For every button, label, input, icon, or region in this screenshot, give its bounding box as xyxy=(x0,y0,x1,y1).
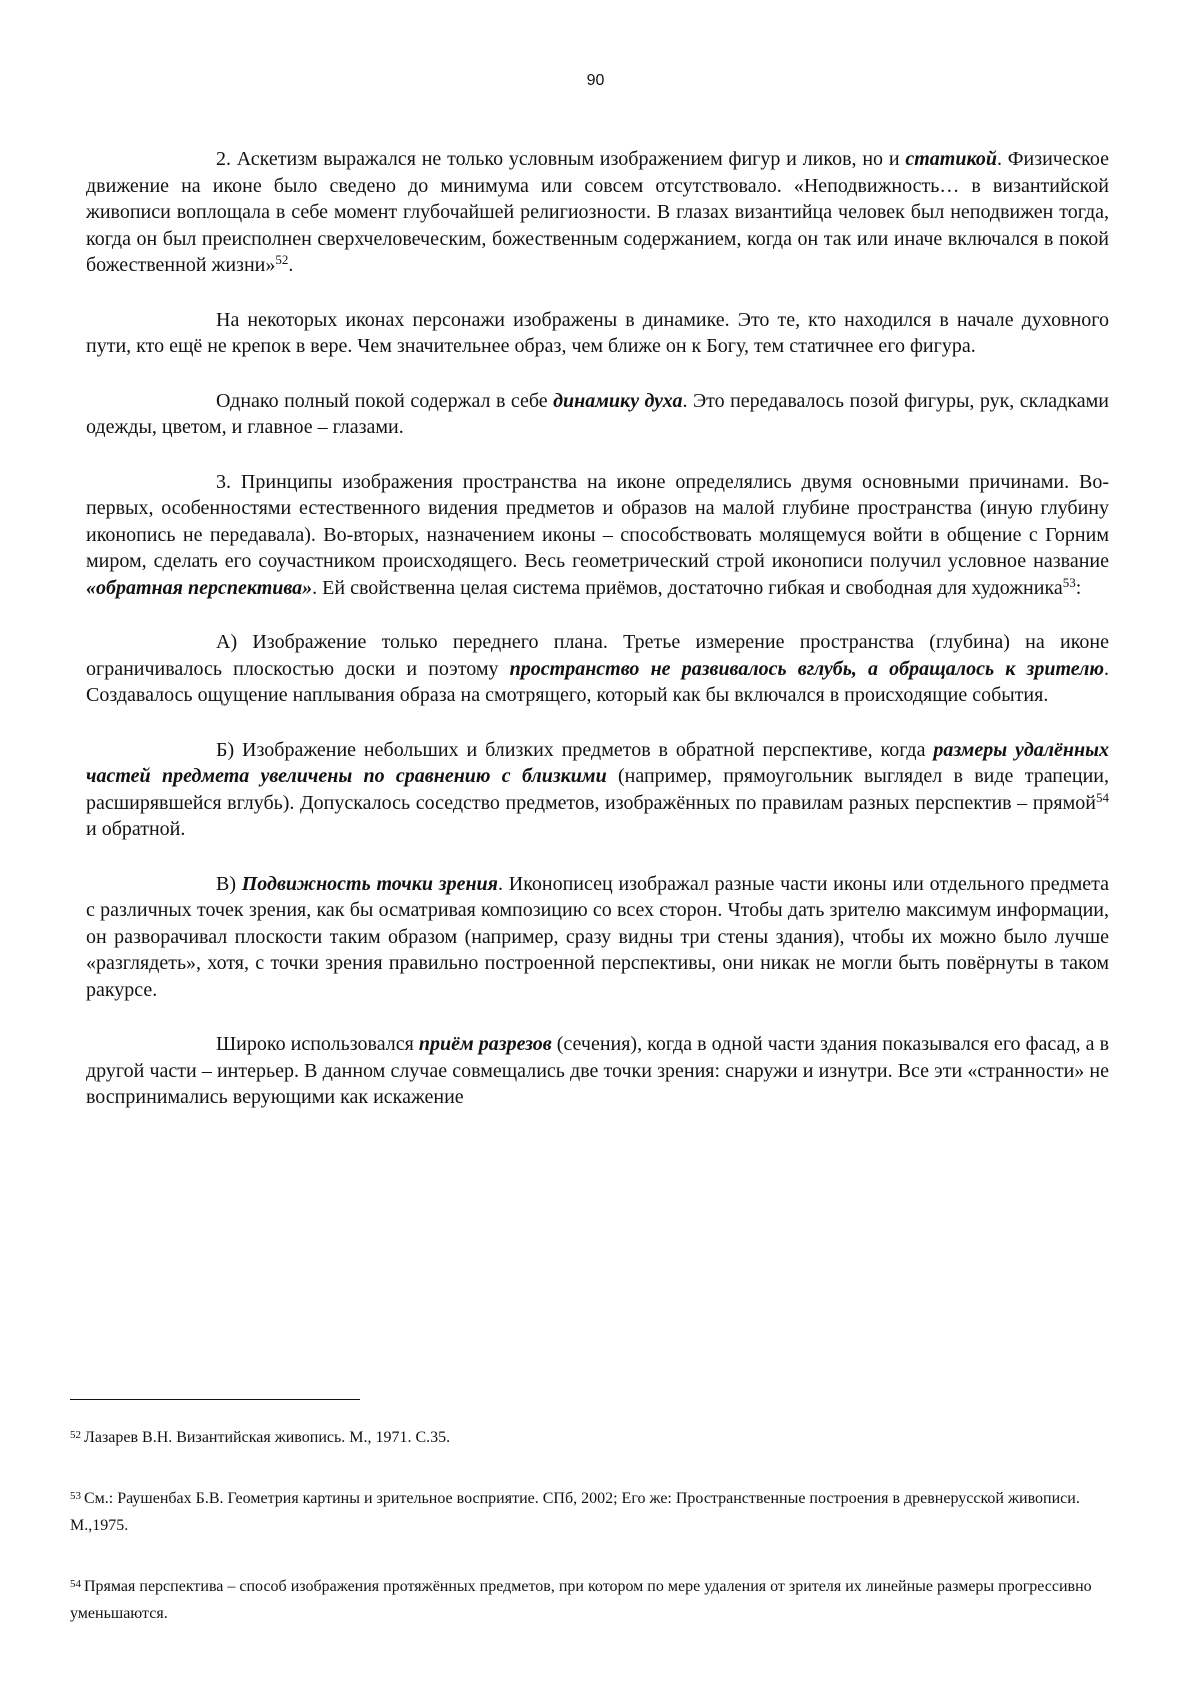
text-segment: : xyxy=(1075,576,1082,599)
text-segment: . Физическое движение на иконе было сведено до минимума или совсем отсутствовало. «Неподвижность… в византийской живописи воплощала в себе момент глубочайшей религиозности. В глазах византийца человек был неподвижен тогда, когда он был преисполнен сверхчеловеческим, божественным содержанием, когда он так или иначе включался в покой божественной жизни» xyxy=(86,148,1109,276)
emphasis-text: приём разрезов xyxy=(418,1033,552,1055)
text-segment: (сечения), когда в одной части здания показывался его фасад, а в другой части – интерьер. В данном случае совмещались две точки зрения: снаружи и изнутри. Все эти «странности» не воспринимались верующими как искажение xyxy=(86,1033,1110,1108)
footnote-separator xyxy=(70,1399,360,1400)
footnote-text: См.: Раушенбах Б.В. Геометрия картины и зрительное восприятие. СПб, 2002; Его же: Пространственные построения в древнерусской живописи. М.,1975. xyxy=(70,1490,1080,1534)
paragraph xyxy=(86,307,1109,360)
paragraph xyxy=(86,469,1109,602)
text-segment: 3. Принципы изображения пространства на иконе определялись двумя основными причинами. Во-первых, особенностями естественного видения предметов и образов на малой глубине пространства (иную глубину иконопись не передавала). Во-вторых, назначением иконы – способствовать молящемуся войти в общение с Горним миром, сделать его соучастником происходящего. Весь геометрический строй иконописи получил условное название xyxy=(86,470,1109,572)
paragraph xyxy=(86,1031,1109,1111)
emphasis-text: Подвижность точки зрения xyxy=(241,872,498,895)
footnote-reference: 52 xyxy=(275,252,289,267)
emphasis-text: размеры удалённых частей предмета увеличены по сравнению с близкими xyxy=(86,738,1109,787)
text-segment: А) Изображение только переднего плана. Третье измерение пространства (глубина) на иконе ограничивалось плоскостью доски и поэтому xyxy=(86,631,1109,680)
emphasis-text: «обратная перспектива» xyxy=(86,576,313,599)
text-segment: . Ей свойственна целая система приёмов, достаточно гибкая и свободная для художника xyxy=(312,576,1063,599)
text-segment: . Создавалось ощущение наплывания образа на смотрящего, который как бы включался в происходящие события. xyxy=(86,657,1109,706)
text-segment: В) xyxy=(216,872,242,895)
text-segment: Однако полный покой содержал в себе xyxy=(216,389,554,412)
text-segment: 2. Аскетизм выражался не только условным изображением фигур и ликов, но и xyxy=(216,148,906,170)
footnote-number: 52 xyxy=(70,1429,81,1441)
page-number: 90 xyxy=(586,72,605,89)
emphasis-text: статикой xyxy=(905,148,997,170)
footnote-reference: 54 xyxy=(1096,789,1109,805)
paragraph xyxy=(86,388,1109,441)
text-segment: Б) Изображение небольших и близких предметов в обратной перспективе, когда xyxy=(216,738,934,761)
footnotes xyxy=(70,1422,1120,1659)
paragraph xyxy=(86,146,1109,279)
text-segment: (например, прямоугольник выглядел в виде трапеции, расширявшейся вглубь). Допускалось соседство предметов, изображённых по правилам разных перспектив – прямой xyxy=(86,765,1109,814)
footnote xyxy=(70,1422,1120,1451)
paragraph xyxy=(86,737,1109,843)
text-segment: и обратной. xyxy=(86,818,186,840)
text-segment: На некоторых иконах персонажи изображены в динамике. Это те, кто находился в начале духовного пути, кто ещё не крепок в вере. Чем значительнее образ, чем ближе он к Богу, тем статичнее его фигура. xyxy=(86,308,1109,357)
text-segment: . Это передавалось позой фигуры, рук, складками одежды, цветом, и главное – глазами. xyxy=(86,389,1109,438)
emphasis-text: пространство не развивалось вглубь, а обращалось к зрителю xyxy=(509,657,1104,680)
footnote xyxy=(70,1483,1120,1539)
footnote-number: 53 xyxy=(70,1490,81,1502)
text-segment: . xyxy=(288,254,294,276)
text-segment: . Иконописец изображал разные части иконы или отдельного предмета с различных точек зрения, как бы осматривая композицию со всех сторон. Чтобы дать зрителю максимум информации, он разворачивал плоскости таким образом (например, сразу видны три стены здания), чтобы их можно было лучше «разглядеть», хотя, с точки зрения правильно построенной перспективы, они никак не могли быть повёрнуты в таком ракурсе. xyxy=(86,872,1109,1001)
paragraph xyxy=(86,629,1109,709)
body-text xyxy=(86,146,1109,1139)
paragraph xyxy=(86,871,1109,1004)
text-segment: Широко использовался xyxy=(216,1033,419,1055)
footnote-text: Лазарев В.Н. Византийская живопись. М., 1971. С.35. xyxy=(84,1429,451,1446)
emphasis-text: динамику духа xyxy=(553,389,683,412)
footnote-text: Прямая перспектива – способ изображения протяжённых предметов, при котором по мере удаления от зрителя их линейные размеры прогрессивно уменьшаются. xyxy=(70,1578,1092,1622)
footnote-reference: 53 xyxy=(1062,574,1076,590)
footnote xyxy=(70,1571,1120,1627)
footnote-number: 54 xyxy=(70,1578,81,1590)
